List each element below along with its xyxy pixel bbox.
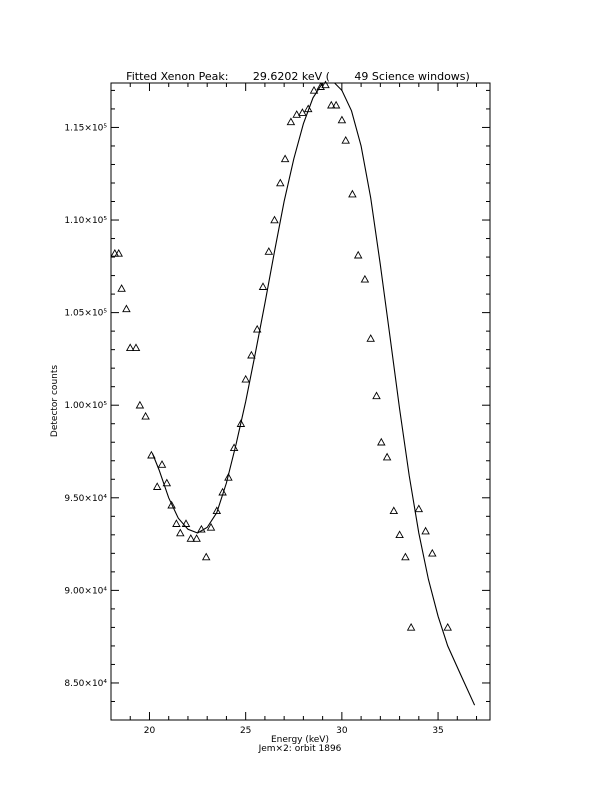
x-axis [111, 83, 477, 736]
data-point [333, 102, 340, 108]
y-axis-label: Detector counts [50, 364, 60, 438]
y-tick-label: 1.00×10⁵ [64, 401, 107, 412]
data-point [422, 528, 429, 534]
data-point [349, 191, 356, 197]
data-point [159, 461, 166, 467]
points-layer [111, 81, 451, 630]
data-point [231, 444, 238, 450]
data-point [384, 454, 391, 460]
data-point [118, 285, 125, 291]
y-tick-label: 1.15×10⁵ [64, 123, 107, 134]
data-point [415, 505, 422, 511]
data-point [265, 248, 272, 254]
data-point [177, 530, 184, 536]
fit-line [152, 83, 474, 705]
chart-title: Fitted Xenon Peak: 29.6202 keV ( 49 Science windows) [126, 70, 470, 83]
data-point [342, 137, 349, 143]
data-point [282, 155, 289, 161]
data-point [408, 624, 415, 630]
y-tick-label: 9.00×10⁴ [64, 586, 107, 597]
chart-subtitle: Jem×2: orbit 1896 [258, 744, 342, 754]
data-point [429, 550, 436, 556]
data-point [373, 392, 380, 398]
x-tick-label: 35 [432, 726, 444, 736]
data-point [361, 276, 368, 282]
x-axis-label: Energy (keV) [271, 735, 329, 745]
data-point [136, 402, 143, 408]
y-tick-label: 9.50×10⁴ [64, 493, 107, 504]
x-tick-label: 25 [239, 726, 252, 736]
data-point [390, 507, 397, 513]
data-point [242, 376, 249, 382]
y-tick-label: 1.05×10⁵ [64, 308, 107, 319]
x-tick-label: 30 [336, 726, 348, 736]
y-tick-label: 1.10×10⁵ [64, 216, 107, 227]
data-point [154, 483, 161, 489]
data-point [396, 531, 403, 537]
x-tick-label: 20 [143, 726, 156, 736]
data-point [123, 305, 130, 311]
fit-layer [152, 83, 474, 705]
data-point [287, 118, 294, 124]
data-point [328, 102, 335, 108]
plot-frame [111, 83, 490, 720]
data-point [378, 439, 385, 445]
data-point [402, 554, 409, 560]
y-axis [64, 90, 490, 701]
data-point [338, 117, 345, 123]
data-point [444, 624, 451, 630]
data-point [355, 252, 362, 258]
y-tick-label: 8.50×10⁴ [64, 678, 107, 689]
data-point [367, 335, 374, 341]
data-point [248, 352, 255, 358]
data-point [203, 554, 210, 560]
data-point [173, 520, 180, 526]
data-point [277, 180, 284, 186]
data-point [183, 520, 190, 526]
data-point [142, 413, 149, 419]
data-point [271, 217, 278, 223]
data-point [260, 283, 267, 289]
data-point [299, 109, 306, 115]
